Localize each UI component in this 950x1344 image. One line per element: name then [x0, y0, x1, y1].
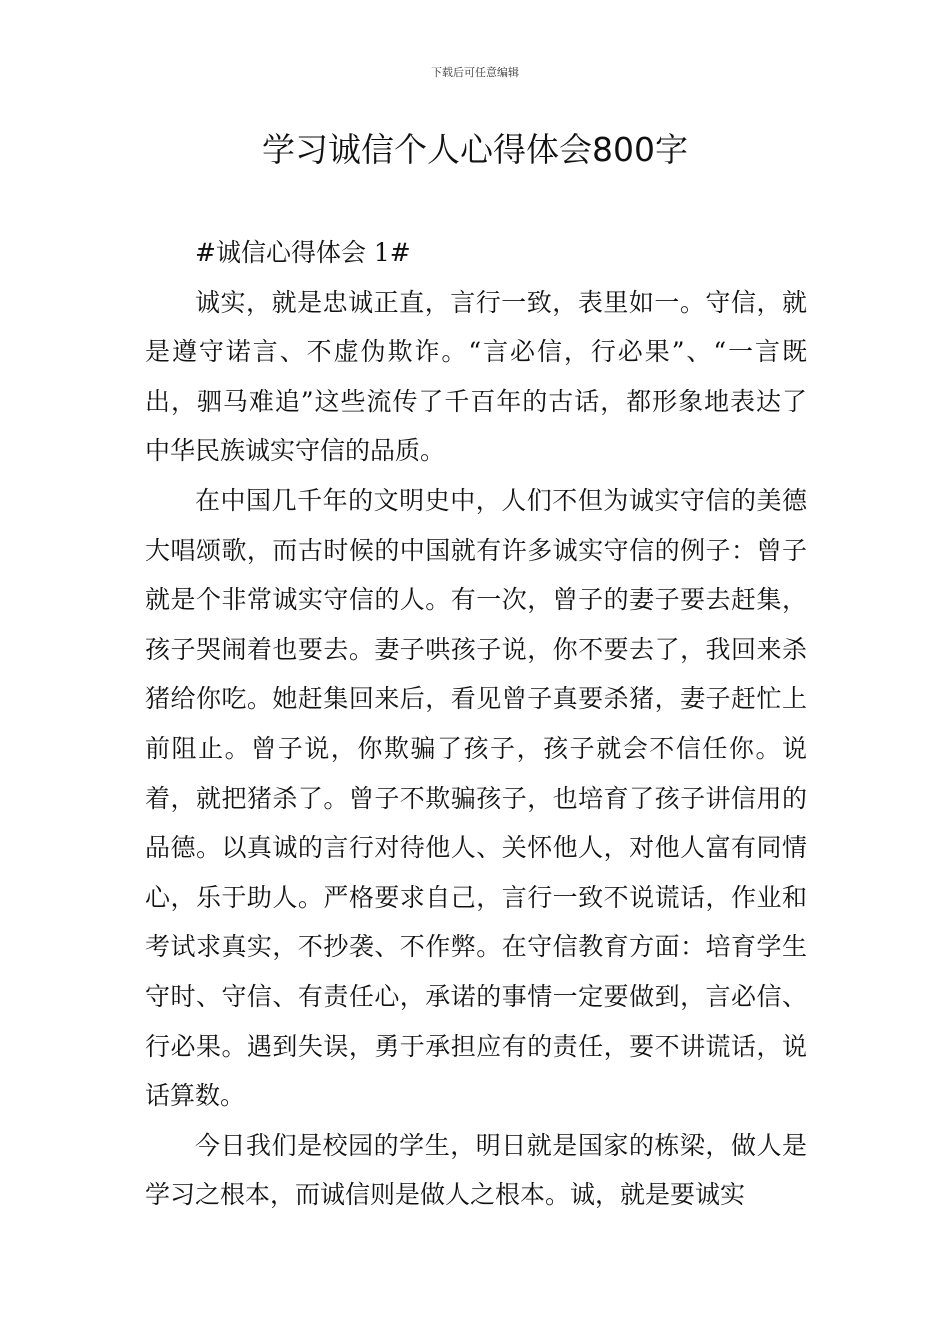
paragraph-2: 在中国几千年的文明史中，人们不但为诚实守信的美德大唱颂歌，而古时候的中国就有许多诚实守信的例子：曾子就是个非常诚实守信的人。有一次，曾子的妻子要去赶集，孩子哭闹着也要去。妻子哄孩子说，你不要去了，我回来杀猪给你吃。她赶集回来后，看见曾子真要杀猪，妻子赶忙上前阻止。曾子说，你欺骗了孩子，孩子就会不信任你。说着，就把猪杀了。曾子不欺骗孩子，也培育了孩子讲信用的品德。以真诚的言行对待他人、关怀他人，对他人富有同情心，乐于助人。严格要求自己，言行一致不说谎话，作业和考试求真实，不抄袭、不作弊。在守信教育方面：培育学生守时、守信、有责任心，承诺的事情一定要做到，言必信、行必果。遇到失误，勇于承担应有的责任，要不讲谎话，说话算数。: [145, 485, 807, 1111]
paragraph-1: 诚实，就是忠诚正直，言行一致，表里如一。守信，就是遵守诺言、不虚伪欺诈。“言必信，行必果”、“一言既出，驷马难追”这些流传了千百年的古话，都形象地表达了中华民族诚实守信的品质。: [145, 287, 807, 466]
document-title: 学习诚信个人心得体会800字: [262, 130, 688, 169]
section-heading: #诚信心得体会 1#: [195, 238, 411, 267]
paragraph-3: 今日我们是校园的学生，明日就是国家的栋梁，做人是学习之根本，而诚信则是做人之根本。诚，就是要诚实: [145, 1130, 807, 1210]
page-header-note: 下载后可任意编辑: [431, 66, 519, 79]
document-body: [145, 228, 807, 1220]
